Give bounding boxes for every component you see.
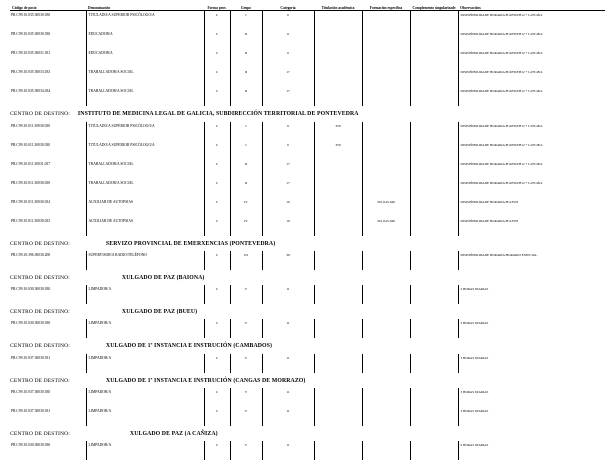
cell-observacions: DISPOÑIBILIDADE HORARIA/H10/H18/H12 + L470/48/4. — [460, 123, 543, 128]
cell-codigo: PR.C99.10.035.30030.030 — [10, 11, 86, 31]
cell-complemento — [410, 87, 458, 106]
column-header-grupo: Grupo — [230, 6, 262, 11]
section-title: INSTITUTO DE MEDICINA LEGAL DE GALICIA, SUBDIRECCIÓN TERRITORIAL DE PONTEVEDRA — [77, 111, 359, 118]
cell-observacions: DISPOÑIBILIDADE HORARIA/H10/H18/H12 + L470/48/4. — [460, 180, 543, 185]
cell-codigo: PR.C99.10.035.30031.031 — [10, 49, 86, 68]
cell-complemento — [410, 30, 458, 49]
cell-observacions: DISPOÑIBILIDADE HORARIA/H11/H18 — [460, 218, 518, 223]
cell-complemento — [410, 49, 458, 68]
cell-formacion — [362, 407, 410, 426]
cell-codigo: PR.C99.10.011.30030.030 — [10, 179, 86, 198]
cell-observacions: 3 HORAS DIARIAS — [460, 355, 489, 360]
cell-categoria: 11 — [262, 441, 314, 460]
cell-complemento — [410, 11, 458, 31]
cell-formacion — [362, 30, 410, 49]
cell-categoria: 6 — [262, 122, 314, 141]
cell-observacions: DISPOÑIBILIDADE HORARIA/H10/H18/H12 + L470/48/4. — [460, 70, 543, 75]
cell-grupo: II — [230, 179, 262, 198]
cell-titulacion — [314, 407, 362, 426]
table-row — [10, 388, 605, 407]
column-header-denominacion: Denominación — [86, 6, 204, 11]
cell-denominacion: LIMPADOR/A — [86, 441, 204, 460]
section-label: CENTRO DE DESTINO: — [10, 343, 70, 350]
positions-table — [10, 6, 605, 460]
cell-titulacion — [314, 217, 362, 236]
section-label: CENTRO DE DESTINO: — [10, 430, 70, 437]
cell-titulacion — [314, 68, 362, 87]
cell-formacion — [362, 87, 410, 106]
cell-complemento — [410, 179, 458, 198]
cell-denominacion: EDUCADOR/A — [86, 30, 204, 49]
cell-denominacion: AUXILIAR DE AUTOPSIAS — [86, 198, 204, 217]
cell-grupo: V — [230, 319, 262, 338]
cell-complemento — [410, 388, 458, 407]
section-label: CENTRO DE DESTINO: — [10, 240, 70, 247]
table-row — [10, 354, 605, 373]
cell-categoria: 17 — [262, 160, 314, 179]
cell-grupo: II — [230, 49, 262, 68]
cell-grupo: V — [230, 354, 262, 373]
cell-formacion — [362, 179, 410, 198]
cell-categoria: 6 — [262, 11, 314, 31]
column-header-formacion: Formación específica — [362, 6, 410, 11]
cell-formacion — [362, 122, 410, 141]
column-header-categoria: Categoría — [262, 6, 314, 11]
cell-titulacion — [314, 354, 362, 373]
cell-titulacion — [314, 388, 362, 407]
cell-observacions: DISPOÑIBILIDADE HORARIA/H11/H18 — [460, 199, 518, 204]
table-row — [10, 30, 605, 49]
column-header-codigo: Código de posto — [10, 6, 86, 11]
section-title: XULGADO DE PAZ (BAIONA) — [121, 274, 205, 281]
table-row — [10, 251, 605, 270]
section-header-row — [10, 236, 605, 251]
table-row — [10, 122, 605, 141]
section-title: XULGADO DE PAZ (A CAÑIZA) — [129, 430, 218, 437]
cell-complemento — [410, 68, 458, 87]
table-row — [10, 141, 605, 160]
cell-forma-provision: C — [204, 49, 230, 68]
table-row — [10, 441, 605, 460]
cell-grupo: II — [230, 160, 262, 179]
table-row — [10, 319, 605, 338]
cell-denominacion: TRABALLADOR/A SOCIAL — [86, 68, 204, 87]
cell-grupo: V — [230, 388, 262, 407]
cell-grupo: V — [230, 441, 262, 460]
cell-forma-provision: C — [204, 407, 230, 426]
table-row — [10, 198, 605, 217]
cell-complemento — [410, 407, 458, 426]
section-header-cell — [10, 304, 605, 319]
cell-formacion — [362, 49, 410, 68]
cell-observacions: 2 HORAS DIARIAS — [460, 287, 489, 292]
cell-forma-provision: C — [204, 87, 230, 106]
cell-codigo: PR.C99.10.037.30030.031 — [10, 354, 86, 373]
cell-forma-provision: C — [204, 122, 230, 141]
cell-formacion — [362, 11, 410, 31]
cell-categoria: 11 — [262, 319, 314, 338]
cell-denominacion: LIMPADOR/A — [86, 388, 204, 407]
cell-forma-provision: C — [204, 11, 230, 31]
section-header-row — [10, 338, 605, 353]
cell-titulacion — [314, 285, 362, 304]
table-row — [10, 407, 605, 426]
cell-titulacion — [314, 198, 362, 217]
cell-categoria: 11 — [262, 407, 314, 426]
cell-denominacion: TRABALLADOR/A SOCIAL — [86, 179, 204, 198]
cell-titulacion — [314, 30, 362, 49]
cell-categoria: 10 — [262, 217, 314, 236]
cell-grupo: II — [230, 87, 262, 106]
cell-forma-provision: C — [204, 179, 230, 198]
section-label: CENTRO DE DESTINO: — [10, 111, 70, 118]
cell-denominacion: LIMPADOR/A — [86, 407, 204, 426]
cell-observacions: DISPOÑIBILIDADE HORARIA/H10/H18/H12 + L470/48/4. — [460, 142, 543, 147]
cell-observacions: DISPOÑIBILIDADE HORARIA/HORARIO ESPECIAL. — [460, 252, 538, 257]
cell-denominacion: LIMPADOR/A — [86, 319, 204, 338]
cell-forma-provision: C — [204, 141, 230, 160]
cell-observacions: 2 HORAS DIARIAS — [460, 321, 489, 326]
cell-codigo: PR.C99.10.011.30030.030 — [10, 141, 86, 160]
cell-complemento — [410, 441, 458, 460]
cell-categoria: 38 — [262, 251, 314, 270]
section-title: XULGADO DE 1ª INSTANCIA E INSTRUCIÓN (CAMBADOS) — [105, 343, 273, 350]
cell-formacion — [362, 251, 410, 270]
cell-categoria: 11 — [262, 285, 314, 304]
section-header-cell — [10, 338, 605, 353]
table-row — [10, 179, 605, 198]
cell-codigo: PR.C99.10.037.30030.031 — [10, 407, 86, 426]
cell-denominacion: LIMPADOR/A — [86, 354, 204, 373]
section-title: SERVIZO PROVINCIAL DE EMERXENCIAS (PONTEVEDRA) — [105, 240, 276, 247]
cell-titulacion — [314, 179, 362, 198]
cell-observacions: 3 HORAS DIARIAS — [460, 389, 489, 394]
table-row — [10, 11, 605, 31]
cell-codigo: PR.C99.10.011.30030.030 — [10, 122, 86, 141]
cell-forma-provision: C — [204, 319, 230, 338]
cell-categoria: 6 — [262, 30, 314, 49]
cell-codigo: PR.C99.10.011.30030.034 — [10, 198, 86, 217]
section-header-row — [10, 373, 605, 388]
cell-forma-provision: C — [204, 30, 230, 49]
cell-observacions: DISPOÑIBILIDADE HORARIA/H10/H18/H12 + L470/48/4. — [460, 32, 543, 37]
table-row — [10, 217, 605, 236]
cell-denominacion: AUXILIAR DE AUTOPSIAS — [86, 217, 204, 236]
cell-formacion: 301-045-046 — [362, 217, 410, 236]
cell-complemento — [410, 122, 458, 141]
cell-denominacion: TITULADO/A SUPERIOR PSICÓLOGO/A — [86, 11, 204, 31]
cell-categoria: 11 — [262, 354, 314, 373]
cell-categoria: 6 — [262, 141, 314, 160]
cell-titulacion — [314, 251, 362, 270]
cell-observacions: 3 HORAS DIARIAS — [460, 408, 489, 413]
section-header-cell — [10, 270, 605, 285]
cell-forma-provision: C — [204, 217, 230, 236]
cell-forma-provision: C — [204, 354, 230, 373]
table-row — [10, 285, 605, 304]
cell-denominacion: TRABALLADOR/A SOCIAL — [86, 160, 204, 179]
cell-formacion — [362, 141, 410, 160]
column-header-observacions: Observacións — [458, 6, 605, 11]
cell-categoria: 6 — [262, 49, 314, 68]
cell-observacions: DISPOÑIBILIDADE HORARIA/H10/H18/H12 + L470/48/4. — [460, 51, 543, 56]
cell-formacion: 301-045-046 — [362, 198, 410, 217]
cell-codigo: PR.C99.10.035.30030.030 — [10, 30, 86, 49]
cell-denominacion: TITULADO/A SUPERIOR PSICÓLOGO/A — [86, 141, 204, 160]
cell-grupo: V — [230, 285, 262, 304]
section-title: XULGADO DE PAZ (BUEU) — [121, 309, 198, 316]
cell-observacions: DISPOÑIBILIDADE HORARIA/H10/H18/H12 + L470/48/4. — [460, 89, 543, 94]
cell-complemento — [410, 217, 458, 236]
section-header-cell — [10, 426, 605, 441]
section-header-cell — [10, 106, 605, 121]
cell-complemento — [410, 285, 458, 304]
cell-forma-provision: C — [204, 285, 230, 304]
section-header-cell — [10, 373, 605, 388]
cell-codigo: PR.C99.10.030.30030.030 — [10, 441, 86, 460]
cell-titulacion — [314, 87, 362, 106]
cell-categoria: 11 — [262, 388, 314, 407]
cell-codigo: PR.C99.10.037.30030.030 — [10, 388, 86, 407]
section-header-cell — [10, 236, 605, 251]
section-label: CENTRO DE DESTINO: — [10, 274, 70, 281]
section-label: CENTRO DE DESTINO: — [10, 377, 70, 384]
cell-grupo: IV — [230, 217, 262, 236]
cell-complemento — [410, 319, 458, 338]
cell-complemento — [410, 354, 458, 373]
cell-codigo: PR.C99.10.396.30030.200 — [10, 251, 86, 270]
column-header-complemento: Complemento singularizade — [410, 6, 458, 11]
cell-categoria: 10 — [262, 198, 314, 217]
cell-formacion — [362, 319, 410, 338]
cell-grupo: I — [230, 141, 262, 160]
table-row — [10, 49, 605, 68]
cell-grupo: III — [230, 251, 262, 270]
cell-titulacion — [314, 49, 362, 68]
table-body — [10, 11, 605, 460]
cell-denominacion: TRABALLADOR/A SOCIAL — [86, 87, 204, 106]
cell-grupo: II — [230, 30, 262, 49]
cell-categoria: 17 — [262, 68, 314, 87]
section-title: XULGADO DE 1ª INSTANCIA E INSTRUCIÓN (CANGAS DE MORRAZO) — [105, 377, 306, 384]
cell-codigo: PR.C99.10.030.30030.030 — [10, 285, 86, 304]
cell-grupo: II — [230, 68, 262, 87]
cell-denominacion: EDUCADOR/A — [86, 49, 204, 68]
cell-complemento — [410, 141, 458, 160]
cell-forma-provision: C — [204, 198, 230, 217]
table-row — [10, 87, 605, 106]
cell-titulacion — [314, 319, 362, 338]
cell-titulacion — [314, 160, 362, 179]
table-row — [10, 160, 605, 179]
cell-formacion — [362, 441, 410, 460]
section-header-row — [10, 426, 605, 441]
cell-complemento — [410, 160, 458, 179]
cell-denominacion: TITULADO/A SUPERIOR PSICÓLOGO/A — [86, 122, 204, 141]
document-page — [0, 6, 615, 446]
column-header-titulacion: Titulación académica — [314, 6, 362, 11]
cell-categoria: 17 — [262, 87, 314, 106]
cell-forma-provision: C — [204, 68, 230, 87]
cell-denominacion: LIMPADOR/A — [86, 285, 204, 304]
cell-complemento — [410, 251, 458, 270]
section-header-row — [10, 304, 605, 319]
cell-codigo: PR.C99.10.030.30030.030 — [10, 319, 86, 338]
cell-formacion — [362, 160, 410, 179]
section-label: CENTRO DE DESTINO: — [10, 309, 70, 316]
cell-forma-provision: C — [204, 441, 230, 460]
cell-forma-provision: C — [204, 251, 230, 270]
cell-titulacion — [314, 11, 362, 31]
cell-grupo: I — [230, 11, 262, 31]
cell-denominacion: SUPERVISOR/A RADIO/TELÉFONO — [86, 251, 204, 270]
cell-titulacion: 359 — [314, 141, 362, 160]
cell-grupo: V — [230, 407, 262, 426]
column-header-forma: Forma prov. — [204, 6, 230, 11]
cell-grupo: IV — [230, 198, 262, 217]
cell-forma-provision: C — [204, 160, 230, 179]
cell-titulacion — [314, 441, 362, 460]
cell-codigo: PR.C99.10.011.30030.033 — [10, 217, 86, 236]
cell-codigo: PR.C99.10.035.30034.034 — [10, 87, 86, 106]
section-header-row — [10, 106, 605, 121]
cell-formacion — [362, 354, 410, 373]
cell-categoria: 17 — [262, 179, 314, 198]
table-row — [10, 68, 605, 87]
cell-titulacion: 359 — [314, 122, 362, 141]
cell-formacion — [362, 388, 410, 407]
section-header-row — [10, 270, 605, 285]
cell-observacions: DISPOÑIBILIDADE HORARIA/H10/H18/H12 + L470/48/4. — [460, 13, 543, 18]
cell-forma-provision: C — [204, 388, 230, 407]
cell-codigo: PR.C99.10.011.30031.037 — [10, 160, 86, 179]
cell-codigo: PR.C99.10.035.30033.033 — [10, 68, 86, 87]
cell-grupo: I — [230, 122, 262, 141]
cell-complemento — [410, 198, 458, 217]
cell-formacion — [362, 285, 410, 304]
cell-observacions: DISPOÑIBILIDADE HORARIA/H10/H18/H12 + L470/48/4. — [460, 161, 543, 166]
cell-observacions: 6 HORAS DIARIAS — [460, 443, 489, 448]
cell-formacion — [362, 68, 410, 87]
